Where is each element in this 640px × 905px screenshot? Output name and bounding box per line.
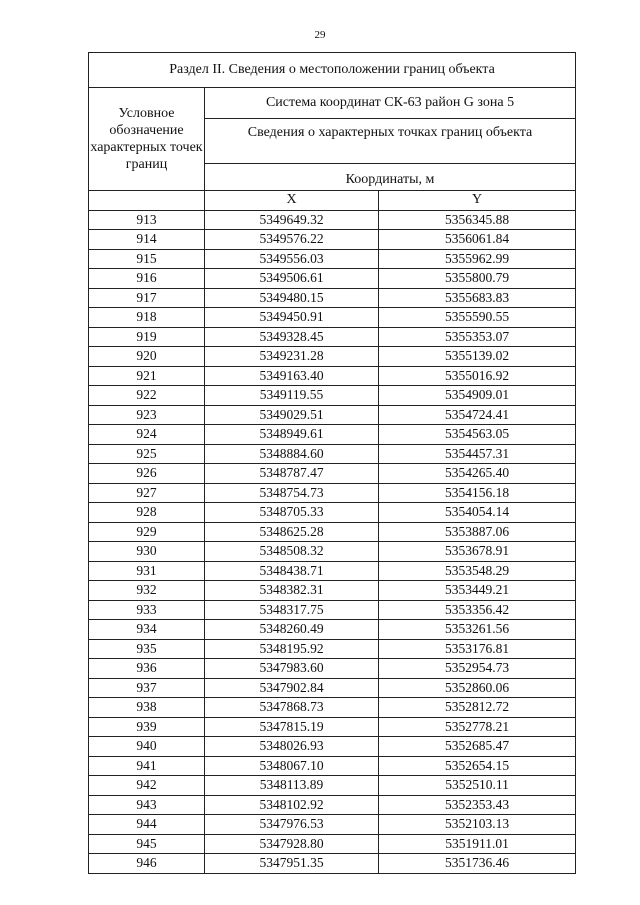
- x-coordinate-cell: 5349163.40: [205, 366, 379, 386]
- point-id-cell: 932: [89, 581, 205, 601]
- x-coordinate-cell: 5348067.10: [205, 756, 379, 776]
- y-coordinate-cell: 5356345.88: [379, 210, 576, 230]
- x-column-header: X: [205, 191, 379, 211]
- section-title: Раздел II. Сведения о местоположении границ объекта: [89, 53, 576, 88]
- y-coordinate-cell: 5352510.11: [379, 776, 576, 796]
- point-id-cell: 918: [89, 308, 205, 328]
- x-coordinate-cell: 5348102.92: [205, 795, 379, 815]
- table-row: [89, 425, 576, 445]
- section-title-row: [89, 53, 576, 88]
- point-id-cell: 935: [89, 639, 205, 659]
- point-id-cell: 916: [89, 269, 205, 289]
- table-row: [89, 542, 576, 562]
- point-id-cell: 938: [89, 698, 205, 718]
- point-id-cell: 917: [89, 288, 205, 308]
- table-row: [89, 659, 576, 679]
- table-row: [89, 698, 576, 718]
- point-id-cell: 933: [89, 600, 205, 620]
- table-row: [89, 269, 576, 289]
- y-coordinate-cell: 5353176.81: [379, 639, 576, 659]
- table-row: [89, 288, 576, 308]
- table-row: [89, 444, 576, 464]
- table-row: [89, 249, 576, 269]
- y-coordinate-cell: 5352685.47: [379, 737, 576, 757]
- y-coordinate-cell: 5352353.43: [379, 795, 576, 815]
- x-coordinate-cell: 5347902.84: [205, 678, 379, 698]
- x-coordinate-cell: 5348508.32: [205, 542, 379, 562]
- point-id-cell: 928: [89, 503, 205, 523]
- y-coordinate-cell: 5355683.83: [379, 288, 576, 308]
- point-id-cell: 926: [89, 464, 205, 484]
- point-id-cell: 934: [89, 620, 205, 640]
- point-id-cell: 921: [89, 366, 205, 386]
- point-id-cell: 922: [89, 386, 205, 406]
- y-coordinate-cell: 5353449.21: [379, 581, 576, 601]
- x-coordinate-cell: 5349480.15: [205, 288, 379, 308]
- y-coordinate-cell: 5351911.01: [379, 834, 576, 854]
- table-row: [89, 639, 576, 659]
- x-coordinate-cell: 5349506.61: [205, 269, 379, 289]
- point-id-cell: 939: [89, 717, 205, 737]
- table-row: [89, 620, 576, 640]
- y-coordinate-cell: 5354054.14: [379, 503, 576, 523]
- y-coordinate-cell: 5355016.92: [379, 366, 576, 386]
- x-coordinate-cell: 5349231.28: [205, 347, 379, 367]
- x-coordinate-cell: 5347976.53: [205, 815, 379, 835]
- table-row: [89, 464, 576, 484]
- table-row: [89, 581, 576, 601]
- table-row: [89, 522, 576, 542]
- y-coordinate-cell: 5354563.05: [379, 425, 576, 445]
- y-coordinate-cell: 5352860.06: [379, 678, 576, 698]
- x-coordinate-cell: 5347983.60: [205, 659, 379, 679]
- x-coordinate-cell: 5348949.61: [205, 425, 379, 445]
- table-row: [89, 210, 576, 230]
- point-id-cell: 915: [89, 249, 205, 269]
- table-row: [89, 308, 576, 328]
- y-coordinate-cell: 5353887.06: [379, 522, 576, 542]
- header-row-xy: [89, 191, 576, 211]
- y-coordinate-cell: 5356061.84: [379, 230, 576, 250]
- table-row: [89, 795, 576, 815]
- point-id-cell: 941: [89, 756, 205, 776]
- point-id-cell: 936: [89, 659, 205, 679]
- x-coordinate-cell: 5348625.28: [205, 522, 379, 542]
- x-coordinate-cell: 5348754.73: [205, 483, 379, 503]
- y-coordinate-cell: 5354457.31: [379, 444, 576, 464]
- y-coordinate-cell: 5355353.07: [379, 327, 576, 347]
- y-coordinate-cell: 5355590.55: [379, 308, 576, 328]
- x-coordinate-cell: 5348382.31: [205, 581, 379, 601]
- y-coordinate-cell: 5355962.99: [379, 249, 576, 269]
- table-row: [89, 561, 576, 581]
- table-row: [89, 600, 576, 620]
- x-coordinate-cell: 5348884.60: [205, 444, 379, 464]
- table-row: [89, 366, 576, 386]
- x-coordinate-cell: 5348438.71: [205, 561, 379, 581]
- table-row: [89, 717, 576, 737]
- point-id-cell: 914: [89, 230, 205, 250]
- table-row: [89, 854, 576, 874]
- point-id-cell: 943: [89, 795, 205, 815]
- x-coordinate-cell: 5349556.03: [205, 249, 379, 269]
- point-id-cell: 924: [89, 425, 205, 445]
- y-coordinate-cell: 5355800.79: [379, 269, 576, 289]
- x-coordinate-cell: 5348260.49: [205, 620, 379, 640]
- y-column-header: Y: [379, 191, 576, 211]
- y-coordinate-cell: 5352654.15: [379, 756, 576, 776]
- y-coordinate-cell: 5352954.73: [379, 659, 576, 679]
- point-id-cell: 919: [89, 327, 205, 347]
- empty-header-cell: [89, 191, 205, 211]
- point-label-header: Условное обозначение характерных точек границ: [89, 88, 205, 191]
- x-coordinate-cell: 5348705.33: [205, 503, 379, 523]
- coordinates-table: [88, 52, 576, 874]
- point-id-cell: 927: [89, 483, 205, 503]
- table-row: [89, 834, 576, 854]
- coordinates-header: Координаты, м: [205, 164, 576, 191]
- x-coordinate-cell: 5347928.80: [205, 834, 379, 854]
- x-coordinate-cell: 5349576.22: [205, 230, 379, 250]
- point-id-cell: 929: [89, 522, 205, 542]
- table-row: [89, 678, 576, 698]
- x-coordinate-cell: 5348195.92: [205, 639, 379, 659]
- point-id-cell: 942: [89, 776, 205, 796]
- point-id-cell: 946: [89, 854, 205, 874]
- coordinate-system-header: Система координат СК-63 район G зона 5: [205, 88, 576, 119]
- table-row: [89, 737, 576, 757]
- header-row-system: [89, 88, 576, 119]
- y-coordinate-cell: 5354724.41: [379, 405, 576, 425]
- table-row: [89, 347, 576, 367]
- x-coordinate-cell: 5349328.45: [205, 327, 379, 347]
- point-id-cell: 923: [89, 405, 205, 425]
- y-coordinate-cell: 5353548.29: [379, 561, 576, 581]
- y-coordinate-cell: 5355139.02: [379, 347, 576, 367]
- table-row: [89, 815, 576, 835]
- y-coordinate-cell: 5354909.01: [379, 386, 576, 406]
- y-coordinate-cell: 5354265.40: [379, 464, 576, 484]
- point-id-cell: 925: [89, 444, 205, 464]
- x-coordinate-cell: 5347951.35: [205, 854, 379, 874]
- point-id-cell: 920: [89, 347, 205, 367]
- y-coordinate-cell: 5354156.18: [379, 483, 576, 503]
- y-coordinate-cell: 5352778.21: [379, 717, 576, 737]
- table-row: [89, 327, 576, 347]
- point-id-cell: 913: [89, 210, 205, 230]
- y-coordinate-cell: 5353678.91: [379, 542, 576, 562]
- table-row: [89, 230, 576, 250]
- point-id-cell: 931: [89, 561, 205, 581]
- y-coordinate-cell: 5353356.42: [379, 600, 576, 620]
- table-row: [89, 503, 576, 523]
- point-id-cell: 940: [89, 737, 205, 757]
- x-coordinate-cell: 5348787.47: [205, 464, 379, 484]
- x-coordinate-cell: 5348113.89: [205, 776, 379, 796]
- x-coordinate-cell: 5349119.55: [205, 386, 379, 406]
- point-id-cell: 945: [89, 834, 205, 854]
- y-coordinate-cell: 5353261.56: [379, 620, 576, 640]
- y-coordinate-cell: 5352812.72: [379, 698, 576, 718]
- point-id-cell: 944: [89, 815, 205, 835]
- table-row: [89, 483, 576, 503]
- x-coordinate-cell: 5348317.75: [205, 600, 379, 620]
- x-coordinate-cell: 5349029.51: [205, 405, 379, 425]
- table-row: [89, 405, 576, 425]
- y-coordinate-cell: 5351736.46: [379, 854, 576, 874]
- page-number: 29: [314, 29, 326, 41]
- x-coordinate-cell: 5347815.19: [205, 717, 379, 737]
- y-coordinate-cell: 5352103.13: [379, 815, 576, 835]
- x-coordinate-cell: 5349649.32: [205, 210, 379, 230]
- point-id-cell: 930: [89, 542, 205, 562]
- x-coordinate-cell: 5349450.91: [205, 308, 379, 328]
- table-row: [89, 756, 576, 776]
- points-info-header: Сведения о характерных точках границ объекта: [205, 119, 576, 164]
- x-coordinate-cell: 5347868.73: [205, 698, 379, 718]
- table-row: [89, 776, 576, 796]
- x-coordinate-cell: 5348026.93: [205, 737, 379, 757]
- point-id-cell: 937: [89, 678, 205, 698]
- table-row: [89, 386, 576, 406]
